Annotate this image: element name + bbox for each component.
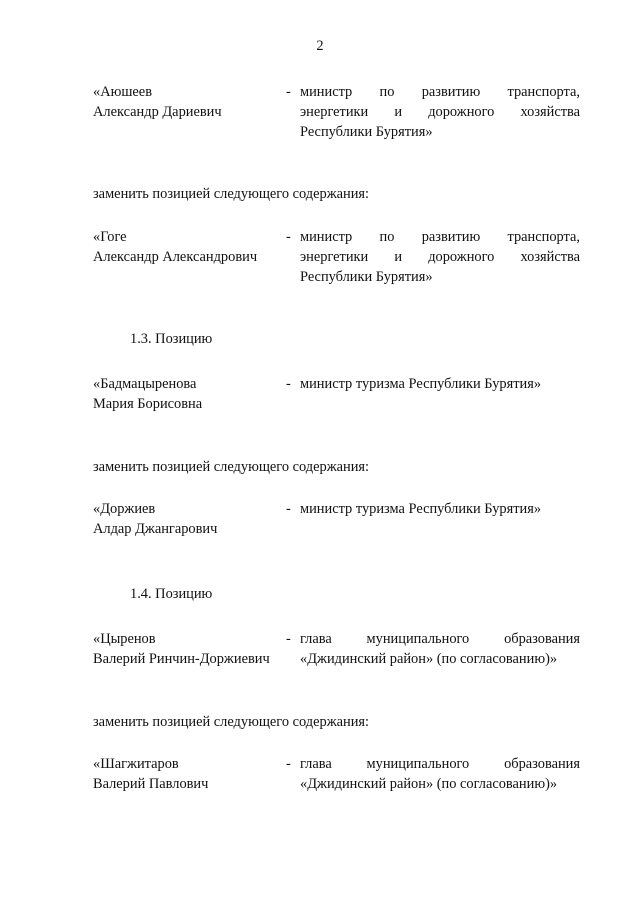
replace-phrase: заменить позицией следующего содержания: bbox=[93, 186, 370, 202]
name-line: Валерий Ринчин-Доржиевич bbox=[93, 651, 270, 667]
person-name bbox=[93, 227, 283, 267]
name-line: «Гоге bbox=[93, 229, 127, 245]
name-line: «Бадмацыренова bbox=[93, 376, 197, 392]
replace-phrase: заменить позицией следующего содержания: bbox=[93, 459, 370, 475]
position-line: «Джидинский район» (по согласованию)» bbox=[300, 651, 558, 667]
position-line: министр туризма Республики Бурятия» bbox=[300, 501, 542, 517]
dash: - bbox=[286, 229, 291, 245]
dash: - bbox=[286, 631, 291, 647]
position-text bbox=[300, 754, 580, 794]
dash: - bbox=[286, 756, 291, 772]
position-text bbox=[300, 499, 580, 519]
replace-phrase: заменить позицией следующего содержания: bbox=[93, 714, 370, 730]
position-line: энергетики и дорожного хозяйства bbox=[300, 104, 580, 120]
entry-new-shagzhitarov bbox=[93, 754, 580, 824]
name-line: «Аюшеев bbox=[93, 84, 152, 100]
name-line: Александр Дариевич bbox=[93, 104, 222, 120]
dash: - bbox=[286, 501, 291, 517]
entry-new-goge bbox=[93, 227, 580, 297]
position-line: министр по развитию транспорта, bbox=[300, 229, 580, 245]
person-name bbox=[93, 754, 283, 794]
position-line: Республики Бурятия» bbox=[300, 124, 433, 140]
position-text bbox=[300, 82, 580, 142]
position-line: министр туризма Республики Бурятия» bbox=[300, 376, 542, 392]
name-line: Мария Борисовна bbox=[93, 396, 203, 412]
position-line: глава муниципального образования bbox=[300, 756, 580, 772]
position-line: глава муниципального образования bbox=[300, 631, 580, 647]
position-line: «Джидинский район» (по согласованию)» bbox=[300, 776, 558, 792]
person-name bbox=[93, 499, 283, 539]
dash: - bbox=[286, 84, 291, 100]
page-number: 2 bbox=[316, 38, 324, 54]
entry-old-ayusheev bbox=[93, 82, 580, 152]
entry-new-dorzhiev bbox=[93, 499, 580, 569]
name-line: Александр Александрович bbox=[93, 249, 258, 265]
person-name bbox=[93, 374, 283, 414]
person-name bbox=[93, 82, 283, 122]
name-line: «Доржиев bbox=[93, 501, 156, 517]
person-name bbox=[93, 629, 283, 669]
name-line: Валерий Павлович bbox=[93, 776, 209, 792]
position-text bbox=[300, 629, 580, 669]
section-heading: 1.3. Позицию bbox=[130, 331, 213, 347]
entry-old-badmatsyrenova bbox=[93, 374, 580, 444]
dash: - bbox=[286, 376, 291, 392]
position-line: энергетики и дорожного хозяйства bbox=[300, 249, 580, 265]
entry-old-tsyrenov bbox=[93, 629, 580, 699]
name-line: Алдар Джангарович bbox=[93, 521, 218, 537]
position-line: министр по развитию транспорта, bbox=[300, 84, 580, 100]
position-text bbox=[300, 227, 580, 287]
position-text bbox=[300, 374, 580, 394]
name-line: «Цыренов bbox=[93, 631, 156, 647]
name-line: «Шагжитаров bbox=[93, 756, 179, 772]
position-line: Республики Бурятия» bbox=[300, 269, 433, 285]
section-heading: 1.4. Позицию bbox=[130, 586, 213, 602]
